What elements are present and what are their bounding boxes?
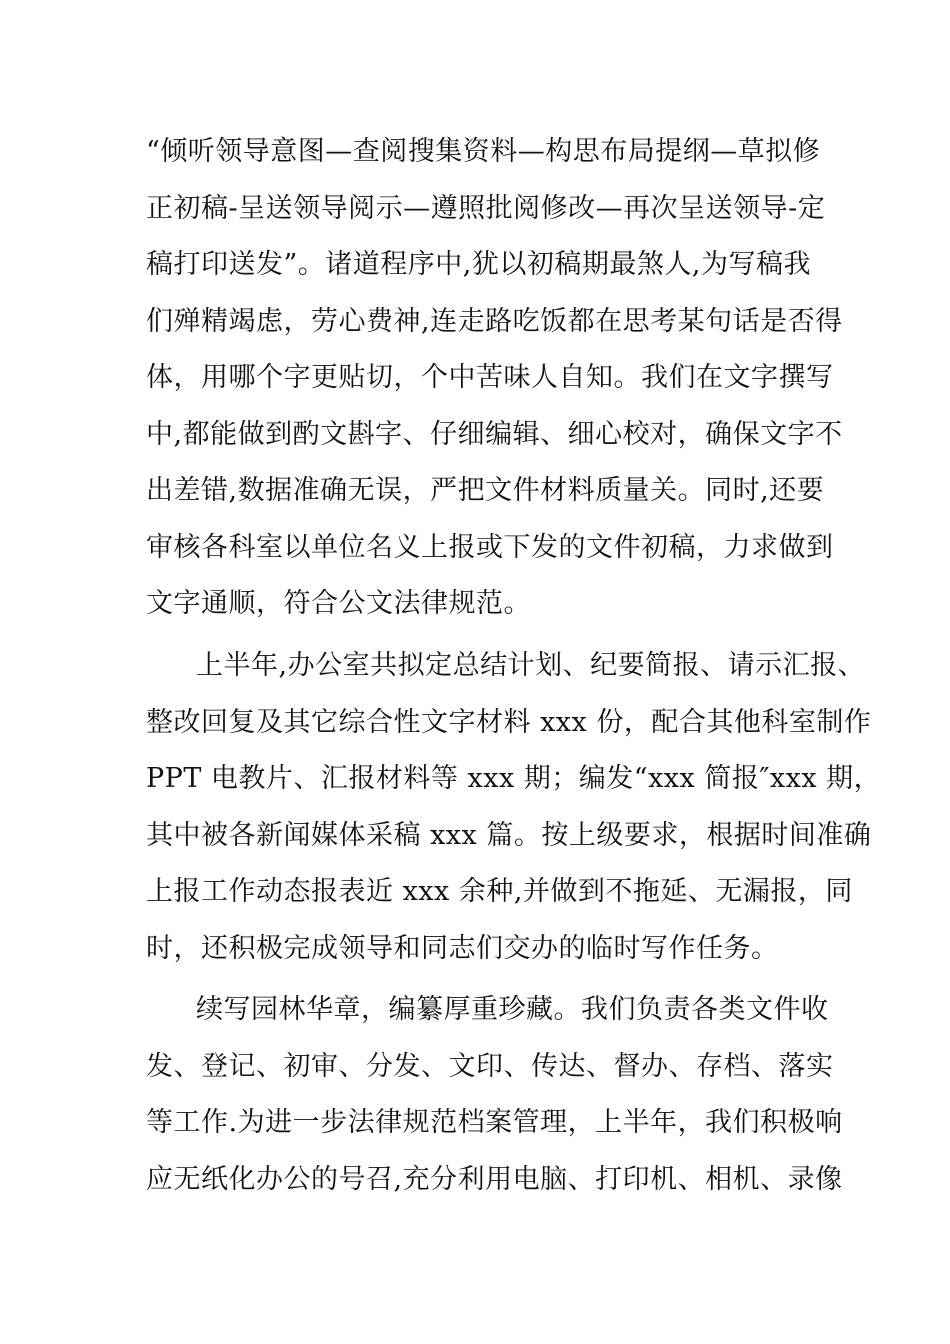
- text-line: 文字通顺，符合公文法律规范。: [146, 588, 531, 619]
- text-line: 等工作.为进一步法律规范档案管理，上半年，我们积极响: [146, 1107, 843, 1138]
- text-line: 时，还积极完成领导和同志们交办的临时写作任务。: [146, 933, 779, 964]
- text-line: 应无纸化办公的号召,充分利用电脑、打印机、相机、录像: [146, 1164, 843, 1195]
- text-line: 发、登记、初审、分发、文印、传达、督办、存档、落实: [146, 1051, 834, 1082]
- text-line: 上半年,办公室共拟定总结计划、纪要简报、请示汇报、: [196, 650, 866, 681]
- text-line: 正初稿-呈送领导阅示—遵照批阅修改—再次呈送领导-定: [146, 193, 826, 224]
- text-line: 其中被各新闻媒体采稿 xxx 篇。按上级要求，根据时间准确: [146, 820, 872, 851]
- text-line: 出差错,数据准确无误，严把文件材料质量关。同时,还要: [146, 475, 825, 506]
- text-line: 稿打印送发”。诸道程序中,犹以初稿期最煞人,为写稿我: [146, 249, 811, 280]
- text-line: 审核各科室以单位名义上报或下发的文件初稿，力求做到: [146, 532, 834, 563]
- text-line: 整改回复及其它综合性文字材料 xxx 份，配合其他科室制作: [146, 707, 872, 738]
- text-line: 续写园林华章，编纂厚重珍藏。我们负责各类文件收: [196, 994, 829, 1025]
- text-line: 上报工作动态报表近 xxx 余种,并做到不拖延、无漏报，同: [146, 876, 853, 907]
- text-line: 体，用哪个字更贴切，个中苦味人自知。我们在文字撰写: [146, 362, 834, 393]
- text-line: 们殚精竭虑，劳心费神,连走路吃饭都在思考某句话是否得: [146, 306, 843, 337]
- text-line: PPT 电教片、汇报材料等 xxx 期；编发“xxx 简报″xxx 期，: [146, 763, 882, 794]
- text-line: 中,都能做到酌文斟字、仔细编辑、细心校对，确保文字不: [146, 419, 843, 450]
- text-line: “倾听领导意图—查阅搜集资料—构思布局提纲—草拟修: [146, 136, 821, 167]
